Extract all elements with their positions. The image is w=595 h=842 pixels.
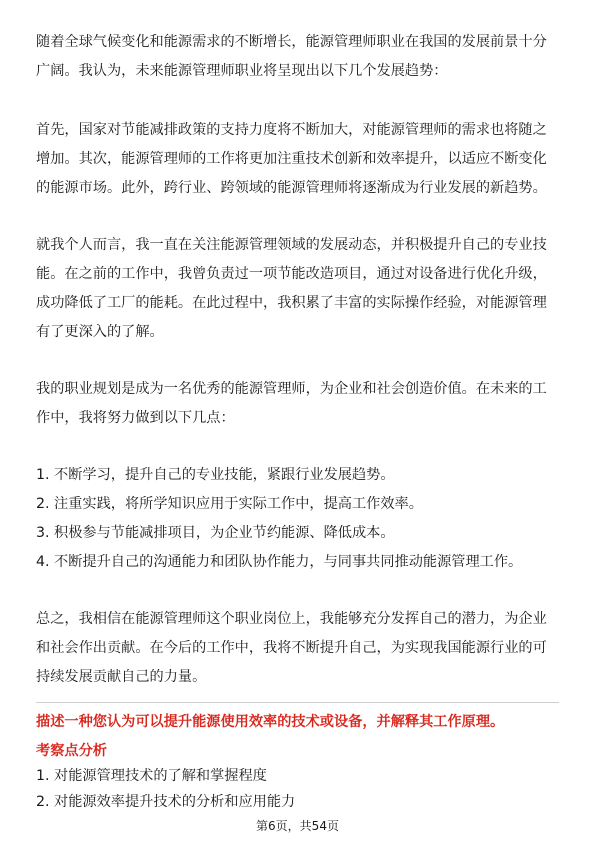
analysis-point: 2. 对能源效率提升技术的分析和应用能力: [36, 794, 296, 810]
page-number: 第6页，共54页: [256, 819, 339, 833]
body-line: 作中，我将努力做到以下几点：: [36, 410, 235, 426]
body-line: 就我个人而言，我一直在关注能源管理领域的发展动态，并积极提升自己的专业技: [36, 237, 547, 253]
body-line: 有了更深入的了解。: [36, 324, 164, 340]
analysis-heading: 考察点分析: [36, 743, 107, 759]
body-line: 增加。其次，能源管理师的工作将更加注重技术创新和效率提升，以适应不断变化: [36, 151, 547, 167]
list-item: 3. 积极参与节能减排项目，为企业节约能源、降低成本。: [36, 525, 395, 541]
list-item: 4. 不断提升自己的沟通能力和团队协作能力，与同事共同推动能源管理工作。: [36, 554, 523, 570]
analysis-point: 1. 对能源管理技术的了解和掌握程度: [36, 768, 267, 784]
body-line: 成功降低了工厂的能耗。在此过程中，我积累了丰富的实际操作经验，对能源管理: [36, 295, 547, 311]
body-line: 随着全球气候变化和能源需求的不断增长，能源管理师职业在我国的发展前景十分: [36, 34, 547, 50]
body-line: 持续发展贡献自己的力量。: [36, 669, 207, 685]
body-line: 我的职业规划是成为一名优秀的能源管理师，为企业和社会创造价值。在未来的工: [36, 381, 547, 397]
list-item: 2. 注重实践，将所学知识应用于实际工作中，提高工作效率。: [36, 496, 423, 512]
body-line: 首先，国家对节能减排政策的支持力度将不断加大，对能源管理师的需求也将随之: [36, 122, 547, 138]
body-line: 总之，我相信在能源管理师这个职业岗位上，我能够充分发挥自己的潜力，为企业: [36, 611, 547, 627]
body-line: 和社会作出贡献。在今后的工作中，我将不断提升自己，为实现我国能源行业的可: [36, 640, 547, 656]
body-line: 的能源市场。此外，跨行业、跨领域的能源管理师将逐渐成为行业发展的新趋势。: [36, 180, 547, 196]
section-divider: [36, 702, 559, 703]
list-item: 1. 不断学习，提升自己的专业技能，紧跟行业发展趋势。: [36, 467, 395, 483]
body-line: 广阔。我认为，未来能源管理师职业将呈现出以下几个发展趋势：: [36, 63, 448, 79]
question-prompt: 描述一种您认为可以提升能源使用效率的技术或设备，并解释其工作原理。: [36, 714, 505, 730]
body-line: 能。在之前的工作中，我曾负责过一项节能改造项目，通过对设备进行优化升级，: [36, 266, 547, 282]
